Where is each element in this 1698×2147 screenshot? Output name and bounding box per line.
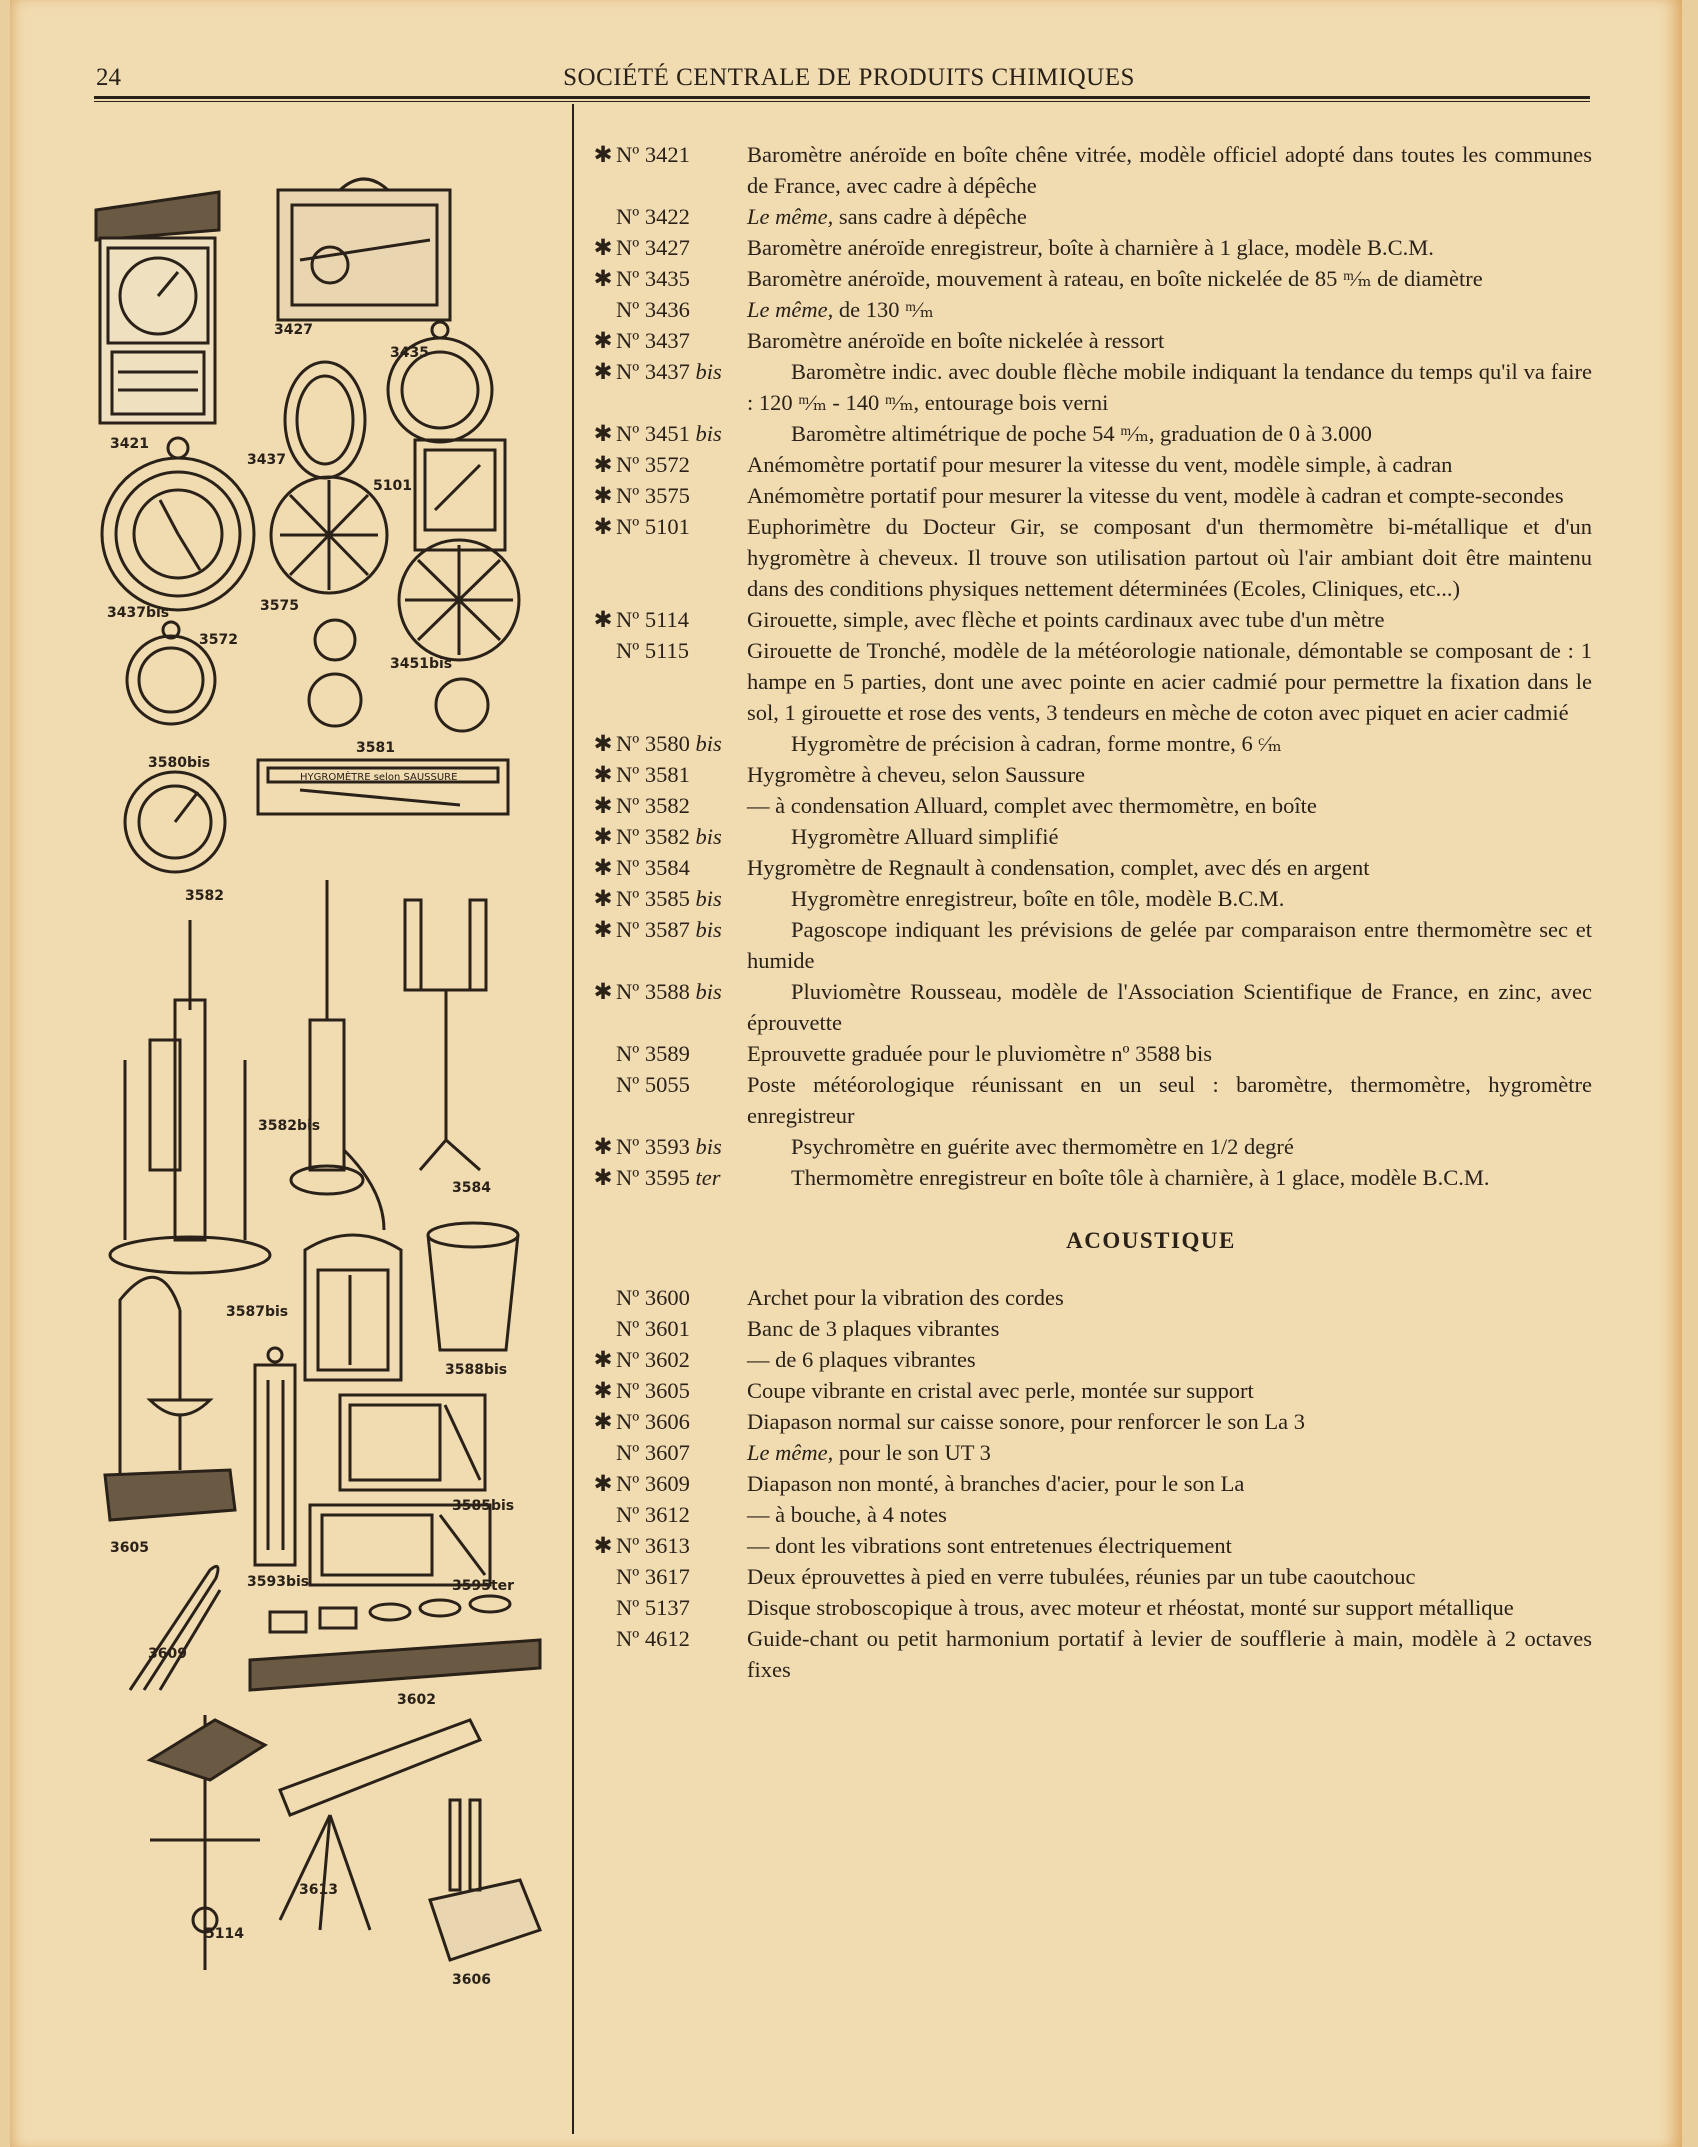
item-suffix: bis xyxy=(695,421,722,446)
illustrations-column xyxy=(0,0,572,2147)
catalog-entry xyxy=(590,139,1592,201)
item-number-text: Nº 3617 xyxy=(616,1564,690,1589)
star-icon: ✱ xyxy=(593,855,613,880)
recording-hygrometer-3585bis xyxy=(340,1395,485,1490)
item-description xyxy=(747,855,1370,880)
hygrometer-3584 xyxy=(405,900,486,1170)
hygrometer-3581 xyxy=(258,760,508,814)
figure-label: 3605 xyxy=(110,1540,149,1556)
item-description-text: Hygromètre à cheveu, selon Saussure xyxy=(747,762,1086,787)
catalog-entry xyxy=(590,1623,1592,1685)
star-icon: ✱ xyxy=(593,483,613,508)
figure-label: 3435 xyxy=(390,345,429,361)
item-description xyxy=(747,976,1592,1038)
vibrating-plates-3602 xyxy=(250,1596,540,1690)
catalog-entry xyxy=(590,480,1592,511)
figure-label: 3582bis xyxy=(258,1118,321,1134)
item-description-text: Eprouvette graduée pour le pluviomètre nº 3588 bis xyxy=(747,1041,1212,1066)
star-icon: ✱ xyxy=(593,1165,613,1190)
item-number-text: Nº 3437 xyxy=(616,359,690,384)
hygrometer-3582bis xyxy=(291,880,384,1230)
item-number xyxy=(590,883,722,914)
barometer-3437bis xyxy=(102,438,254,610)
item-description-text: Guide-chant ou petit harmonium portatif à levier de soufflerie à main, modèle à 2 octaves fixes xyxy=(747,1626,1592,1682)
item-description xyxy=(747,266,1483,291)
catalog-entry xyxy=(590,1561,1592,1592)
figure-label: 3602 xyxy=(397,1692,436,1708)
figure-label: 3437 xyxy=(247,452,286,468)
hygrometer-3582 xyxy=(110,920,270,1273)
figure-label: 3581 xyxy=(356,740,395,756)
psychrometer-3593bis xyxy=(255,1348,295,1565)
item-description-text: de 130 ᵐ⁄ₘ xyxy=(833,297,934,322)
item-number-text: Nº 3587 xyxy=(616,917,690,942)
item-number-text: Nº 3606 xyxy=(616,1409,690,1434)
item-number xyxy=(590,1344,690,1375)
item-number xyxy=(590,1561,690,1592)
catalog-entry xyxy=(590,1499,1592,1530)
catalog-entry xyxy=(590,1131,1592,1162)
item-number xyxy=(590,1530,690,1561)
item-number-text: Nº 3451 xyxy=(616,421,690,446)
item-suffix: bis xyxy=(695,1134,722,1159)
figure-label: 3437bis xyxy=(107,605,170,621)
item-number xyxy=(590,1437,690,1468)
item-number-text: Nº 3600 xyxy=(616,1285,690,1310)
item-number xyxy=(590,790,690,821)
item-number xyxy=(590,511,690,542)
header-rule-thin xyxy=(94,101,1590,102)
star-icon: ✱ xyxy=(593,328,613,353)
item-number-text: Nº 5137 xyxy=(616,1595,690,1620)
item-number xyxy=(590,1592,690,1623)
barometer-3435 xyxy=(388,322,492,442)
item-italic-lead: Le même, xyxy=(747,1440,834,1465)
item-description-text: Anémomètre portatif pour mesurer la vitesse du vent, modèle simple, à cadran xyxy=(747,452,1453,477)
item-number-text: Nº 3572 xyxy=(616,452,690,477)
item-number xyxy=(590,294,690,325)
item-number xyxy=(590,759,690,790)
catalog-entry xyxy=(590,511,1592,604)
item-description-text: — à condensation Alluard, complet avec thermomètre, en boîte xyxy=(747,793,1317,818)
page-title: SOCIÉTÉ CENTRALE DE PRODUITS CHIMIQUES xyxy=(563,64,1135,91)
item-description-text: Baromètre anéroïde en boîte nickelée à ressort xyxy=(747,328,1165,353)
item-description xyxy=(747,914,1592,976)
item-description xyxy=(747,1162,1592,1193)
figure-label: 3582 xyxy=(185,888,224,904)
star-icon: ✱ xyxy=(593,762,613,787)
hygrometer-plate-text: HYGROMÈTRE selon SAUSSURE xyxy=(300,772,458,783)
item-number-text: Nº 3422 xyxy=(616,204,690,229)
item-description xyxy=(747,793,1317,818)
item-description-text: Pluviomètre Rousseau, modèle de l'Association Scientifique de France, en zinc, avec éprouvette xyxy=(747,979,1592,1035)
item-suffix: bis xyxy=(695,886,722,911)
figure-label: 3588bis xyxy=(445,1362,508,1378)
item-description-text: pour le son UT 3 xyxy=(833,1440,991,1465)
item-number-text: Nº 3602 xyxy=(616,1347,690,1372)
catalog-entry xyxy=(590,1162,1592,1193)
item-number-text: Nº 3437 xyxy=(616,328,690,353)
item-number xyxy=(590,728,722,759)
item-number xyxy=(590,852,690,883)
item-description-text: Girouette de Tronché, modèle de la météorologie nationale, démontable se composant de : 1 hampe en 5 parties, dont une avec pointe en acier cadmié pour permettre la fixation dans le sol, 1 girouette et rose des vents, 3 tendeurs en mèche de coton avec piquet en acier cadmié xyxy=(747,638,1592,725)
item-number-text: Nº 3588 xyxy=(616,979,690,1004)
item-number-text: Nº 3601 xyxy=(616,1316,690,1341)
item-suffix: bis xyxy=(695,917,722,942)
item-description xyxy=(747,1285,1064,1310)
item-number-text: Nº 3593 xyxy=(616,1134,690,1159)
item-number xyxy=(590,480,690,511)
item-description xyxy=(747,1440,991,1465)
item-number-text: Nº 5114 xyxy=(616,607,690,632)
pagoscope-3587bis xyxy=(305,1235,401,1380)
star-icon: ✱ xyxy=(593,917,613,942)
star-icon: ✱ xyxy=(593,421,613,446)
item-description xyxy=(747,1316,999,1341)
catalog-text-column xyxy=(590,139,1592,1685)
figure-label: 3613 xyxy=(299,1882,338,1898)
item-description-text: Hygromètre de précision à cadran, forme montre, 6 ᶜ⁄ₘ xyxy=(791,731,1282,756)
item-description xyxy=(747,1626,1592,1682)
item-number xyxy=(590,1069,690,1100)
item-number xyxy=(590,914,722,945)
item-italic-lead: Le même, xyxy=(747,204,834,229)
catalog-entry xyxy=(590,263,1592,294)
item-description-text: Baromètre indic. avec double flèche mobile indiquant la tendance du temps qu'il va faire : 120 ᵐ⁄ₘ - 140 ᵐ⁄ₘ, entourage bois verni xyxy=(747,359,1592,415)
item-description-text: Diapason normal sur caisse sonore, pour renforcer le son La 3 xyxy=(747,1409,1305,1434)
item-description xyxy=(747,821,1592,852)
figure-label: 3585bis xyxy=(452,1498,515,1514)
item-description xyxy=(747,883,1592,914)
item-suffix: ter xyxy=(695,1165,721,1190)
item-number xyxy=(590,976,722,1007)
figure-label: 3587bis xyxy=(226,1304,289,1320)
item-number xyxy=(590,418,722,449)
tuning-fork-3609 xyxy=(130,1566,220,1690)
catalog-entry xyxy=(590,1468,1592,1499)
star-icon: ✱ xyxy=(593,1409,613,1434)
star-icon: ✱ xyxy=(593,514,613,539)
item-number-text: Nº 3427 xyxy=(616,235,690,260)
item-number-text: Nº 3436 xyxy=(616,297,690,322)
catalog-entry xyxy=(590,728,1592,759)
item-description-text: Deux éprouvettes à pied en verre tubulées, réunies par un tube caoutchouc xyxy=(747,1564,1416,1589)
item-number xyxy=(590,1499,690,1530)
star-icon: ✱ xyxy=(593,793,613,818)
star-icon: ✱ xyxy=(593,1378,613,1403)
barometer-3437 xyxy=(285,362,365,478)
star-icon: ✱ xyxy=(593,607,613,632)
catalog-entry xyxy=(590,201,1592,232)
catalog-entry xyxy=(590,449,1592,480)
catalog-entry xyxy=(590,1530,1592,1561)
meteorology-list xyxy=(590,139,1592,1193)
item-description-text: Poste météorologique réunissant en un seul : baromètre, thermomètre, hygromètre enregistreur xyxy=(747,1072,1592,1128)
star-icon: ✱ xyxy=(593,452,613,477)
catalog-entry xyxy=(590,604,1592,635)
item-number-text: Nº 3595 xyxy=(616,1165,690,1190)
item-number-text: Nº 3613 xyxy=(616,1533,690,1558)
item-suffix: bis xyxy=(695,731,722,756)
item-description xyxy=(747,514,1592,601)
item-description-text: Hygromètre de Regnault à condensation, complet, avec dés en argent xyxy=(747,855,1370,880)
column-divider xyxy=(572,104,574,2134)
item-italic-lead: Le même, xyxy=(747,297,834,322)
item-description xyxy=(747,418,1592,449)
item-number xyxy=(590,1468,690,1499)
acoustics-list xyxy=(590,1282,1592,1685)
figure-label: 3451bis xyxy=(390,656,453,672)
star-icon: ✱ xyxy=(593,731,613,756)
item-description xyxy=(747,1347,976,1372)
catalog-entry xyxy=(590,790,1592,821)
item-description xyxy=(747,483,1564,508)
item-description-text: Baromètre anéroïde enregistreur, boîte à charnière à 1 glace, modèle B.C.M. xyxy=(747,235,1434,260)
item-description-text: — à bouche, à 4 notes xyxy=(747,1502,947,1527)
star-icon: ✱ xyxy=(593,359,613,384)
item-description xyxy=(747,1533,1232,1558)
star-icon: ✱ xyxy=(593,1347,613,1372)
item-description-text: Disque stroboscopique à trous, avec moteur et rhéostat, monté sur support métallique xyxy=(747,1595,1514,1620)
item-number xyxy=(590,635,689,666)
figure-label: 3575 xyxy=(260,598,299,614)
item-description-text: Banc de 3 plaques vibrantes xyxy=(747,1316,1000,1341)
item-description xyxy=(747,638,1592,725)
catalog-entry xyxy=(590,325,1592,356)
item-description-text: — dont les vibrations sont entretenues électriquement xyxy=(747,1533,1232,1558)
item-number xyxy=(590,263,690,294)
recording-barometer-3427 xyxy=(278,179,450,320)
item-number xyxy=(590,1406,690,1437)
barometer-cabinet-3421 xyxy=(96,192,219,423)
item-description xyxy=(747,1595,1514,1620)
item-number-text: Nº 3582 xyxy=(616,824,690,849)
figure-label: 3421 xyxy=(110,436,149,452)
figure-label: 5101 xyxy=(373,478,412,494)
catalog-entry xyxy=(590,1592,1592,1623)
item-description-text: Baromètre anéroïde, mouvement à rateau, en boîte nickelée de 85 ᵐ⁄ₘ de diamètre xyxy=(747,266,1483,291)
item-number xyxy=(590,1375,690,1406)
item-description-text: Diapason non monté, à branches d'acier, pour le son La xyxy=(747,1471,1245,1496)
item-number xyxy=(590,1038,690,1069)
catalog-entry xyxy=(590,418,1592,449)
header-rule xyxy=(94,96,1590,99)
catalog-entry xyxy=(590,1406,1592,1437)
item-description-text: — de 6 plaques vibrantes xyxy=(747,1347,976,1372)
item-number-text: Nº 5101 xyxy=(616,514,690,539)
item-number xyxy=(590,232,690,263)
euphorimeter-5101 xyxy=(415,440,505,550)
item-number-text: Nº 3435 xyxy=(616,266,690,291)
rain-gauge-3588bis xyxy=(428,1223,518,1350)
item-number-text: Nº 5115 xyxy=(616,638,690,663)
page-number: 24 xyxy=(96,64,121,91)
item-number-text: Nº 3584 xyxy=(616,855,690,880)
item-number xyxy=(590,1131,722,1162)
item-suffix: bis xyxy=(695,979,722,1004)
item-description-text: Archet pour la vibration des cordes xyxy=(747,1285,1064,1310)
tuning-fork-resonator-3606 xyxy=(430,1800,540,1960)
catalog-entry xyxy=(590,1038,1592,1069)
item-description-text: Baromètre altimétrique de poche 54 ᵐ⁄ₘ, graduation de 0 à 3.000 xyxy=(791,421,1372,446)
figure-label: 3580bis xyxy=(148,755,211,771)
catalog-entry xyxy=(590,1282,1592,1313)
item-number-text: Nº 3612 xyxy=(616,1502,690,1527)
catalog-entry xyxy=(590,294,1592,325)
item-number xyxy=(590,449,690,480)
item-description xyxy=(747,356,1592,418)
item-description xyxy=(747,452,1452,477)
star-icon: ✱ xyxy=(593,1471,613,1496)
item-number-text: Nº 3581 xyxy=(616,762,690,787)
item-number xyxy=(590,201,690,232)
item-number xyxy=(590,139,690,170)
vibrating-cup-3605 xyxy=(105,1277,235,1520)
figure-label: 3606 xyxy=(452,1972,491,1988)
item-description xyxy=(747,728,1592,759)
item-suffix: bis xyxy=(695,359,722,384)
star-icon: ✱ xyxy=(593,1134,613,1159)
item-description xyxy=(747,1072,1592,1128)
section-heading-acoustique: ACOUSTIQUE xyxy=(1066,1228,1236,1253)
catalog-entry xyxy=(590,1437,1592,1468)
item-number xyxy=(590,604,689,635)
item-description-text: Anémomètre portatif pour mesurer la vitesse du vent, modèle à cadran et compte-secondes xyxy=(747,483,1564,508)
figure-label: 3609 xyxy=(148,1646,187,1662)
catalog-entry xyxy=(590,976,1592,1038)
item-number xyxy=(590,1313,690,1344)
item-description xyxy=(747,607,1385,632)
item-number-text: Nº 3609 xyxy=(616,1471,690,1496)
item-number-text: Nº 5055 xyxy=(616,1072,690,1097)
catalog-entry xyxy=(590,852,1592,883)
item-number xyxy=(590,356,722,387)
item-number-text: Nº 3582 xyxy=(616,793,690,818)
item-description xyxy=(747,1041,1212,1066)
catalog-entry xyxy=(590,1344,1592,1375)
item-description-text: sans cadre à dépêche xyxy=(833,204,1027,229)
item-number-text: Nº 3585 xyxy=(616,886,690,911)
figure-label: 3593bis xyxy=(247,1574,310,1590)
item-description xyxy=(747,1471,1244,1496)
item-number-text: Nº 3421 xyxy=(616,142,690,167)
catalog-entry xyxy=(590,1313,1592,1344)
item-description xyxy=(747,1378,1254,1403)
star-icon: ✱ xyxy=(593,886,613,911)
star-icon: ✱ xyxy=(593,142,613,167)
item-description-text: Girouette, simple, avec flèche et points cardinaux avec tube d'un mètre xyxy=(747,607,1385,632)
catalog-entry xyxy=(590,356,1592,418)
recording-thermometer-3595ter xyxy=(310,1505,490,1585)
item-description xyxy=(747,762,1085,787)
figure-label: 3572 xyxy=(199,632,238,648)
star-icon: ✱ xyxy=(593,1533,613,1558)
item-description xyxy=(747,328,1164,353)
item-description xyxy=(747,142,1592,198)
figure-label: 5114 xyxy=(205,1926,244,1942)
item-description-text: Baromètre anéroïde en boîte chêne vitrée, modèle officiel adopté dans toutes les communes de France, avec cadre à dépêche xyxy=(747,142,1592,198)
figure-label: 3584 xyxy=(452,1180,491,1196)
item-number xyxy=(590,1282,690,1313)
item-description xyxy=(747,1409,1305,1434)
catalog-entry xyxy=(590,232,1592,263)
item-description-text: Hygromètre enregistreur, boîte en tôle, modèle B.C.M. xyxy=(791,886,1285,911)
figure-label: 3595ter xyxy=(452,1578,515,1594)
item-description xyxy=(747,1502,947,1527)
item-number-text: Nº 3580 xyxy=(616,731,690,756)
star-icon: ✱ xyxy=(593,979,613,1004)
item-number xyxy=(590,821,722,852)
item-description-text: Coupe vibrante en cristal avec perle, montée sur support xyxy=(747,1378,1254,1403)
item-description xyxy=(747,297,934,322)
star-icon: ✱ xyxy=(593,824,613,849)
item-description xyxy=(747,1564,1416,1589)
item-description-text: Hygromètre Alluard simplifié xyxy=(791,824,1059,849)
item-description xyxy=(747,204,1027,229)
item-suffix: bis xyxy=(695,824,722,849)
catalog-entry xyxy=(590,821,1592,852)
item-number-text: Nº 3589 xyxy=(616,1041,690,1066)
item-number-text: Nº 3605 xyxy=(616,1378,690,1403)
figure-label: 3427 xyxy=(274,322,313,338)
item-number-text: Nº 3575 xyxy=(616,483,690,508)
star-icon: ✱ xyxy=(593,235,613,260)
item-description-text: Psychromètre en guérite avec thermomètre en 1/2 degré xyxy=(791,1134,1294,1159)
item-number xyxy=(590,1623,690,1654)
catalog-entry xyxy=(590,914,1592,976)
item-number xyxy=(590,1162,720,1193)
anemometer-3572 xyxy=(399,540,519,731)
catalog-entry xyxy=(590,759,1592,790)
hygrometer-3580bis xyxy=(125,772,225,872)
item-description-text: Euphorimètre du Docteur Gir, se composant d'un thermomètre bi-métallique et d'un hygromètre à cheveux. Il trouve son utilisation partout où l'air ambiant doit être maintenu dans des conditions physiques nettement déterminées (Ecoles, Cliniques, etc...) xyxy=(747,514,1592,601)
item-description xyxy=(747,235,1434,260)
star-icon: ✱ xyxy=(593,266,613,291)
item-description xyxy=(747,1131,1592,1162)
catalog-entry xyxy=(590,635,1592,728)
item-number-text: Nº 3607 xyxy=(616,1440,690,1465)
catalog-entry xyxy=(590,1375,1592,1406)
item-number xyxy=(590,325,690,356)
catalog-entry xyxy=(590,883,1592,914)
catalog-entry xyxy=(590,1069,1592,1131)
item-description-text: Thermomètre enregistreur en boîte tôle à charnière, à 1 glace, modèle B.C.M. xyxy=(791,1165,1490,1190)
item-number-text: Nº 4612 xyxy=(616,1626,690,1651)
item-description-text: Pagoscope indiquant les prévisions de gelée par comparaison entre thermomètre sec et humide xyxy=(747,917,1592,973)
